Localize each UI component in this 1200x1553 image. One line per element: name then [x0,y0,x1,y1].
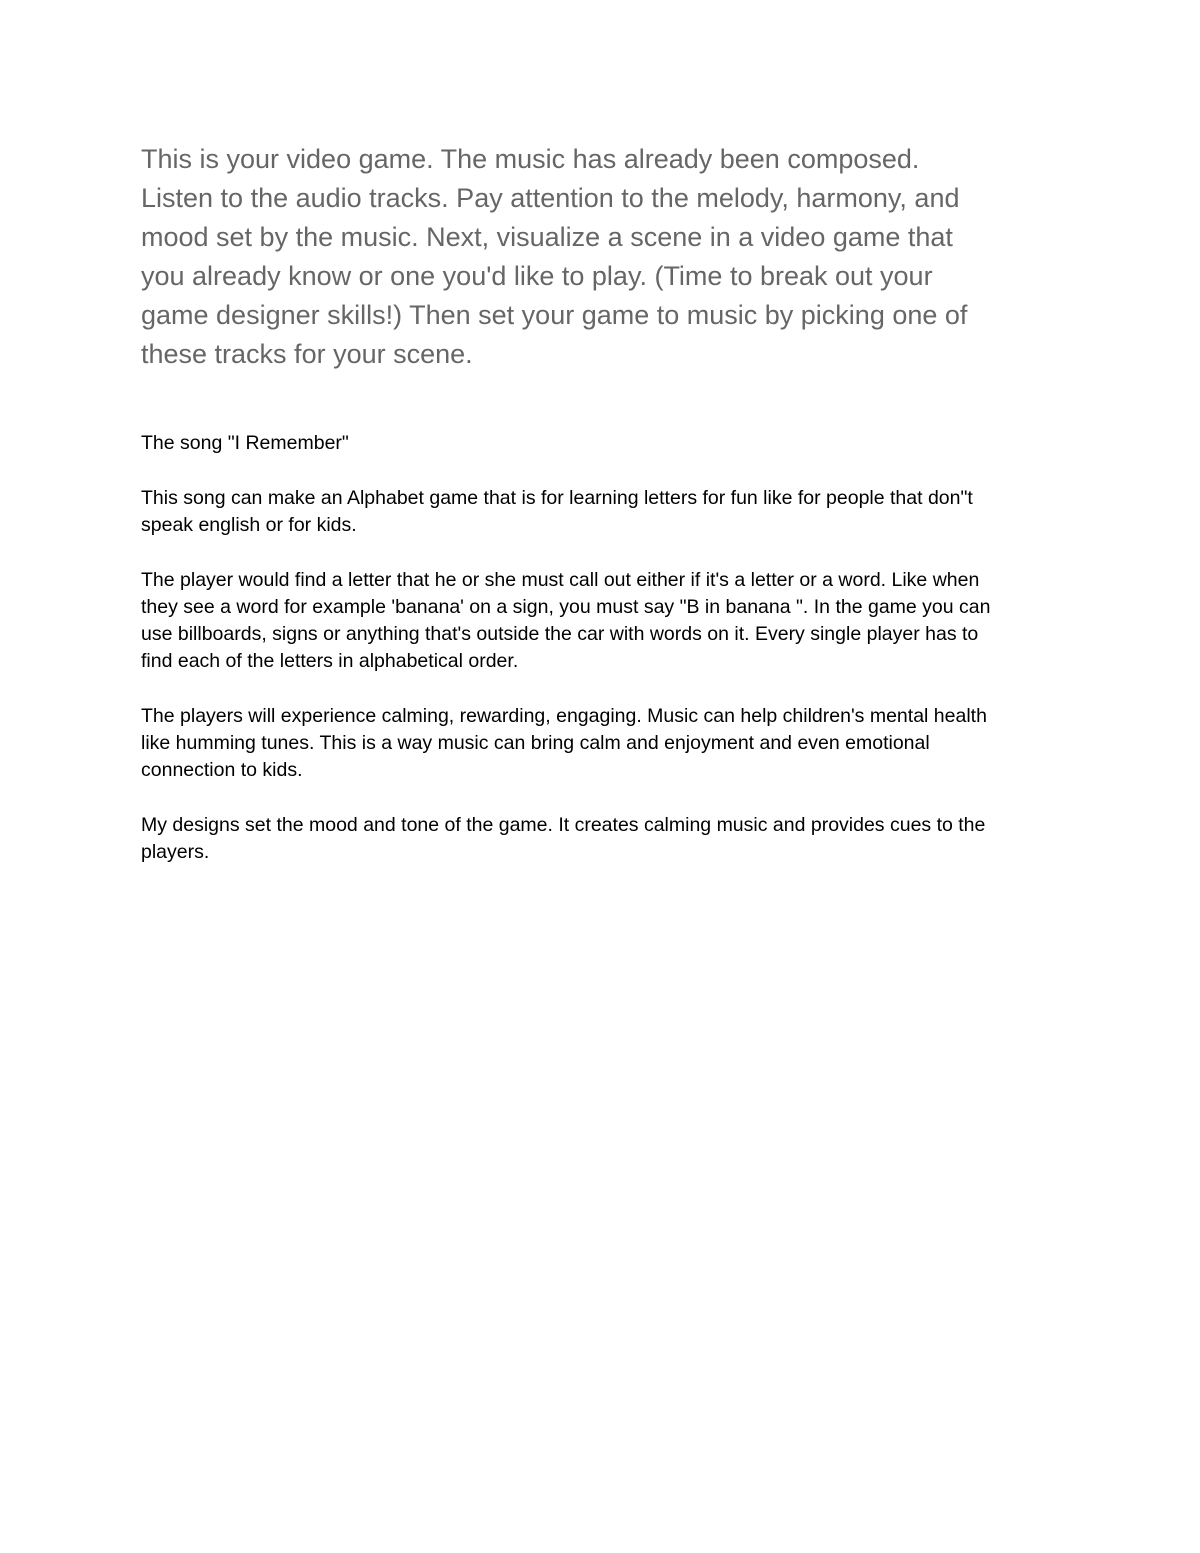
intro-instructions: This is your video game. The music has already been composed. Listen to the audio tracks. Pay attention to the melody, harmony, and mood set by the music. Next, visualize a scene in a video game that you already know or one you'd like to play. (Time to break out your game designer skills!) Then set your game to music by picking one of these tracks for your scene. [141,144,968,369]
paragraph-player-experience: The players will experience calming, rewarding, engaging. Music can help children's mental health like humming tunes. This is a way music can bring calm and enjoyment and even emotional connection to kids. [141,705,987,781]
song-title: The song "I Remember" [141,432,349,454]
paragraph-gameplay: The player would find a letter that he or she must call out either if it's a letter or a word. Like when they see a word for example 'banana' on a sign, you must say "B in banana ". In the game you can use billboards, signs or anything that's outside the car with words on it. Every single player has to find each of the letters in alphabetical order. [141,569,991,672]
paragraph-game-concept: This song can make an Alphabet game that is for learning letters for fun like for people that don"t speak english or for kids. [141,487,973,536]
paragraph-design-mood: My designs set the mood and tone of the game. It creates calming music and provides cues to the players. [141,814,986,863]
